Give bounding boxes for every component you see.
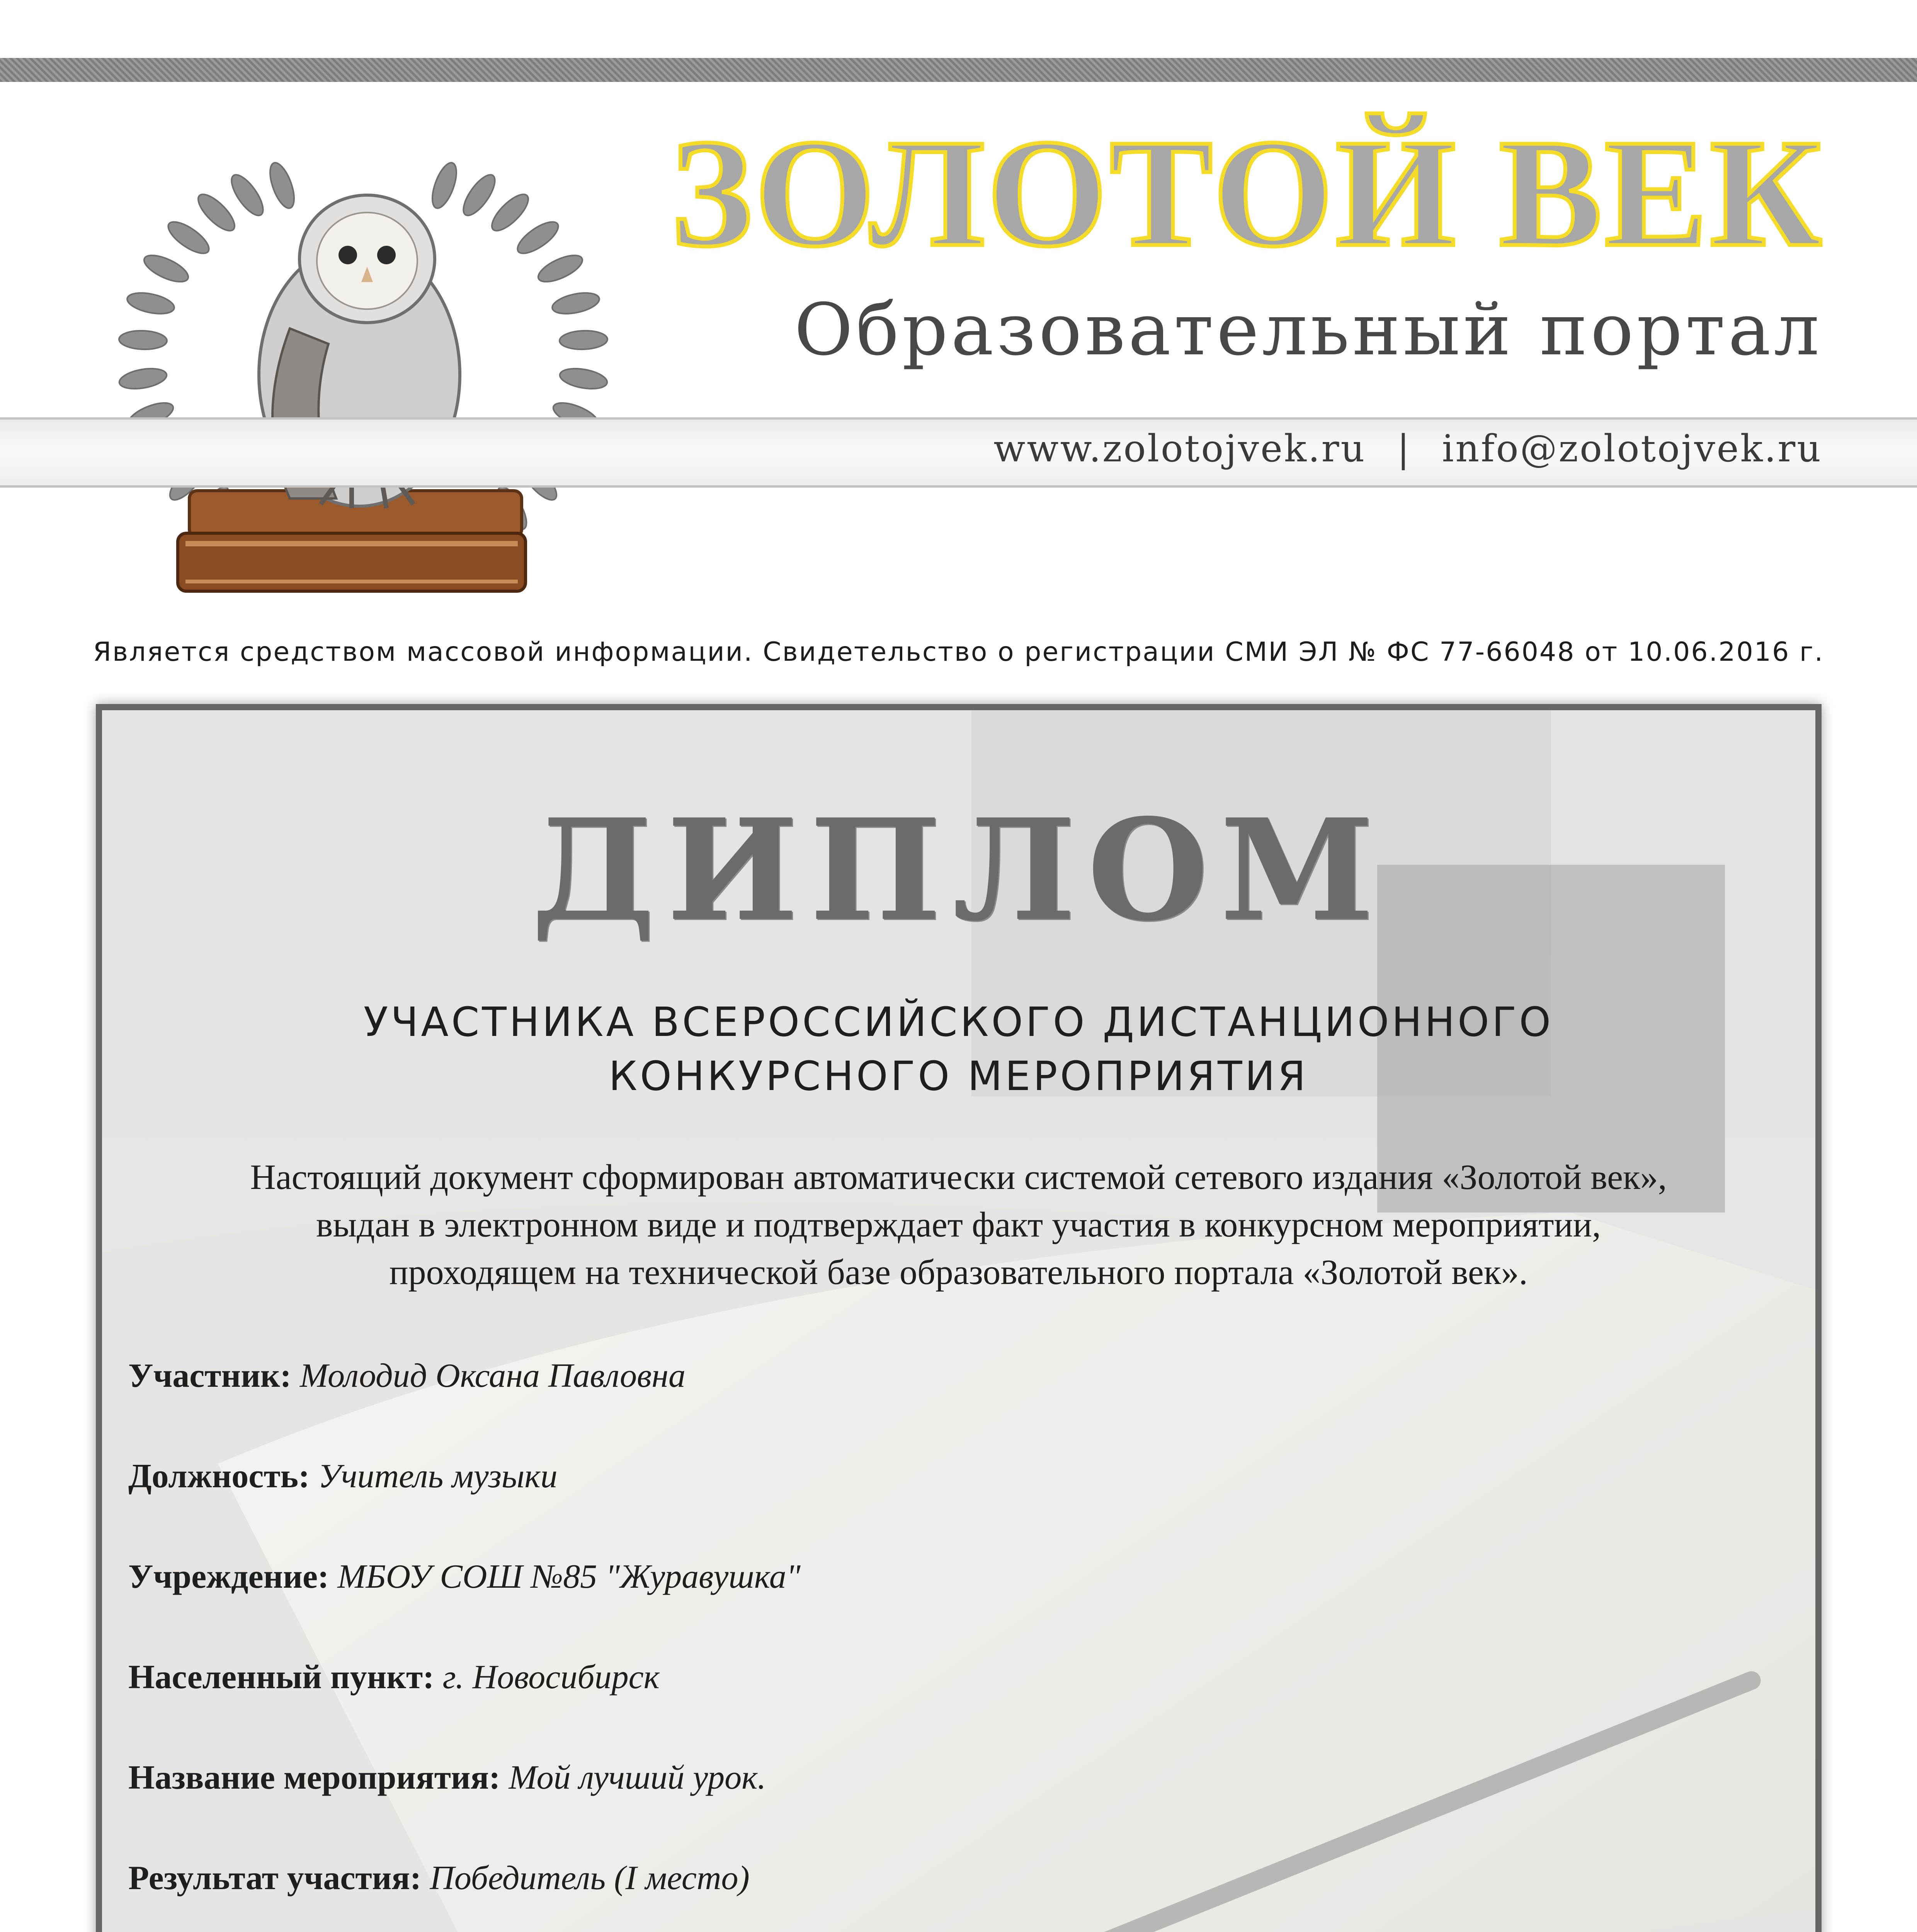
subtitle-line-1: УЧАСТНИКА ВСЕРОССИЙСКОГО ДИСТАНЦИОННОГО <box>363 998 1554 1046</box>
field-result <box>128 1855 1751 1902</box>
contact-line <box>993 427 1822 470</box>
diploma-subtitle <box>0 995 1917 1103</box>
field-label: Населенный пункт: <box>128 1658 434 1696</box>
intro-paragraph <box>0 1153 1917 1296</box>
field-value: Молодид Оксана Павловна <box>299 1357 685 1395</box>
intro-line-1: Настоящий документ сформирован автоматически системой сетевого издания «Золотой век», <box>250 1157 1667 1197</box>
field-participant <box>128 1352 1751 1400</box>
field-label: Учреждение: <box>128 1558 329 1595</box>
intro-line-3: проходящем на технической базе образовательного портала «Золотой век». <box>389 1252 1528 1292</box>
diploma-title: ДИПЛОМ <box>531 788 1386 952</box>
field-value: Мой лучший урок. <box>509 1759 766 1796</box>
field-value: Победитель (I место) <box>430 1859 750 1897</box>
field-position <box>128 1453 1751 1500</box>
field-locality <box>128 1654 1751 1701</box>
website-link[interactable]: www.zolotojvek.ru <box>993 427 1366 470</box>
brand-title: ЗОЛОТОЙ ВЕК <box>671 107 1824 279</box>
owl-on-books-laurel-logo <box>89 128 638 622</box>
intro-line-2: выдан в электронном виде и подтверждает факт участия в конкурсном мероприятии, <box>316 1205 1601 1244</box>
field-label: Название мероприятия: <box>128 1759 500 1796</box>
email-link[interactable]: info@zolotojvek.ru <box>1442 427 1822 470</box>
field-value: Учитель музыки <box>318 1458 558 1495</box>
contact-separator: | <box>1397 427 1411 470</box>
field-label: Должность: <box>128 1458 310 1495</box>
brand-subtitle: Образовательный портал <box>794 288 1822 371</box>
field-label: Результат участия: <box>128 1859 422 1897</box>
top-decorative-bar <box>0 58 1917 82</box>
field-label: Участник: <box>128 1357 291 1395</box>
subtitle-line-2: КОНКУРСНОГО МЕРОПРИЯТИЯ <box>609 1053 1308 1100</box>
field-event-name <box>128 1754 1751 1801</box>
media-registration-line: Является средством массовой информации. Свидетельство о регистрации СМИ ЭЛ № ФС 77-66048 от 10.06.2016 г. <box>93 637 1824 667</box>
field-value: г. Новосибирск <box>442 1658 660 1696</box>
field-institution <box>128 1553 1751 1600</box>
field-value: МБОУ СОШ №85 "Журавушка" <box>337 1558 801 1595</box>
